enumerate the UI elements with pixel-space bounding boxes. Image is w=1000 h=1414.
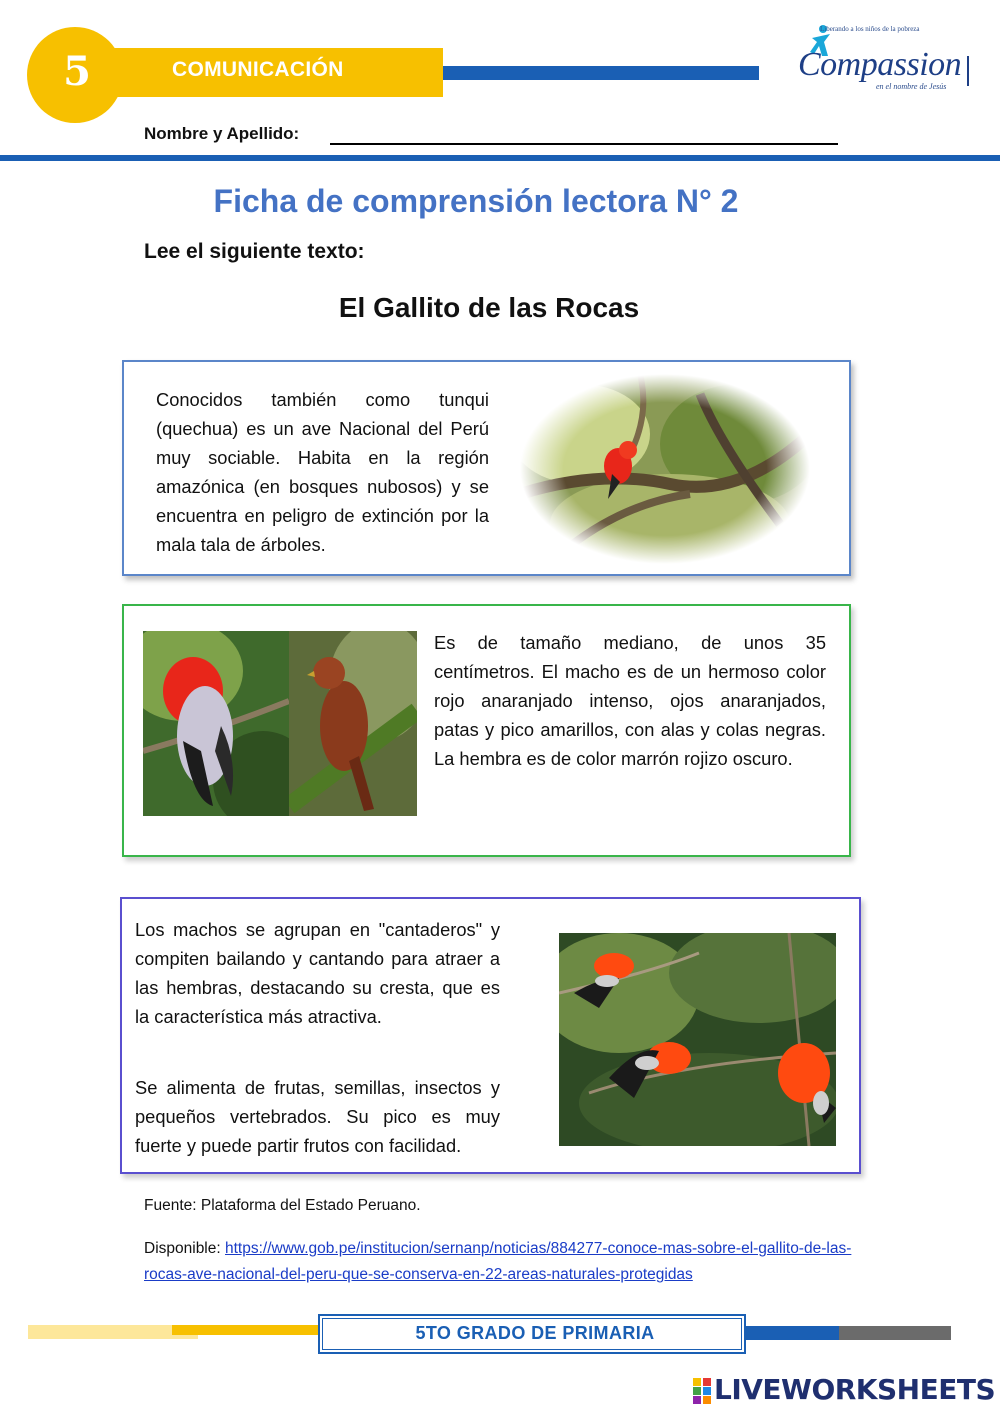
page-title: Ficha de comprensión lectora N° 2: [213, 183, 739, 219]
paragraph-description: Es de tamaño mediano, de unos 35 centímetros. El macho es de un hermoso color rojo anaranjado intenso, ojos anaranjados, patas y pico amarillos, con alas y colas negras. La hembra es de color marrón rojizo oscuro.: [434, 632, 826, 769]
footer-bar-gray: [839, 1326, 951, 1340]
subject-label: COMUNICACIÓN: [172, 58, 344, 81]
source-link[interactable]: https://www.gob.pe/institucion/sernanp/noticias/884277-conoce-mas-sobre-el-gallito-de-las-rocas-ave-nacional-del-peru-que-se-conserva-en-22-areas-naturales-protegidas: [144, 1240, 852, 1283]
paragraph-diet: Se alimenta de frutas, semillas, insectos y pequeños vertebrados. Su pico es muy fuerte y puede partir frutos con facilidad.: [135, 1077, 500, 1156]
logo-subline: en el nombre de Jesús: [876, 82, 947, 91]
paragraph-courtship: Los machos se agrupan en "cantaderos" y compiten bailando y cantando para atraer a las hembras, destacando su cresta, que es la característica más atractiva.: [135, 919, 500, 1027]
female-bird-image: [289, 631, 417, 816]
header-blue-bar: [443, 66, 759, 80]
liveworksheets-icon: [693, 1378, 711, 1404]
bird-on-branch-image: [520, 374, 810, 564]
paragraph-habitat: Conocidos también como tunqui (quechua) es un ave Nacional del Perú muy sociable. Habita en la región amazónica (en bosques nubosos) y se encuentra en peligro de extinción por la mala tala de árboles.: [156, 389, 489, 555]
availability-label: Disponible:: [144, 1240, 221, 1257]
compassion-logo: [786, 20, 976, 94]
male-bird-image: [143, 631, 289, 816]
grade-number: 5: [63, 48, 91, 95]
footer-grade-label: 5TO GRADO DE PRIMARIA: [415, 1323, 655, 1343]
logo-wordmark: Compassion: [798, 46, 962, 83]
instruction: Lee el siguiente texto:: [144, 240, 365, 263]
story-title: El Gallito de las Rocas: [338, 292, 640, 323]
availability-line: [144, 1236, 864, 1288]
footer-bar-blue: [746, 1326, 839, 1340]
lek-birds-image: [559, 933, 836, 1146]
logo-divider: [967, 56, 969, 86]
logo-tagline: Liberando a los niños de la pobreza: [820, 25, 920, 33]
liveworksheets-logo[interactable]: LIVEWORKSHEETS: [714, 1373, 996, 1406]
footer-bar-yellow: [172, 1325, 322, 1335]
name-input-line[interactable]: [330, 143, 838, 145]
header-divider: [0, 155, 1000, 161]
source-text: Fuente: Plataforma del Estado Peruano.: [144, 1197, 421, 1214]
name-label: Nombre y Apellido:: [144, 124, 300, 143]
